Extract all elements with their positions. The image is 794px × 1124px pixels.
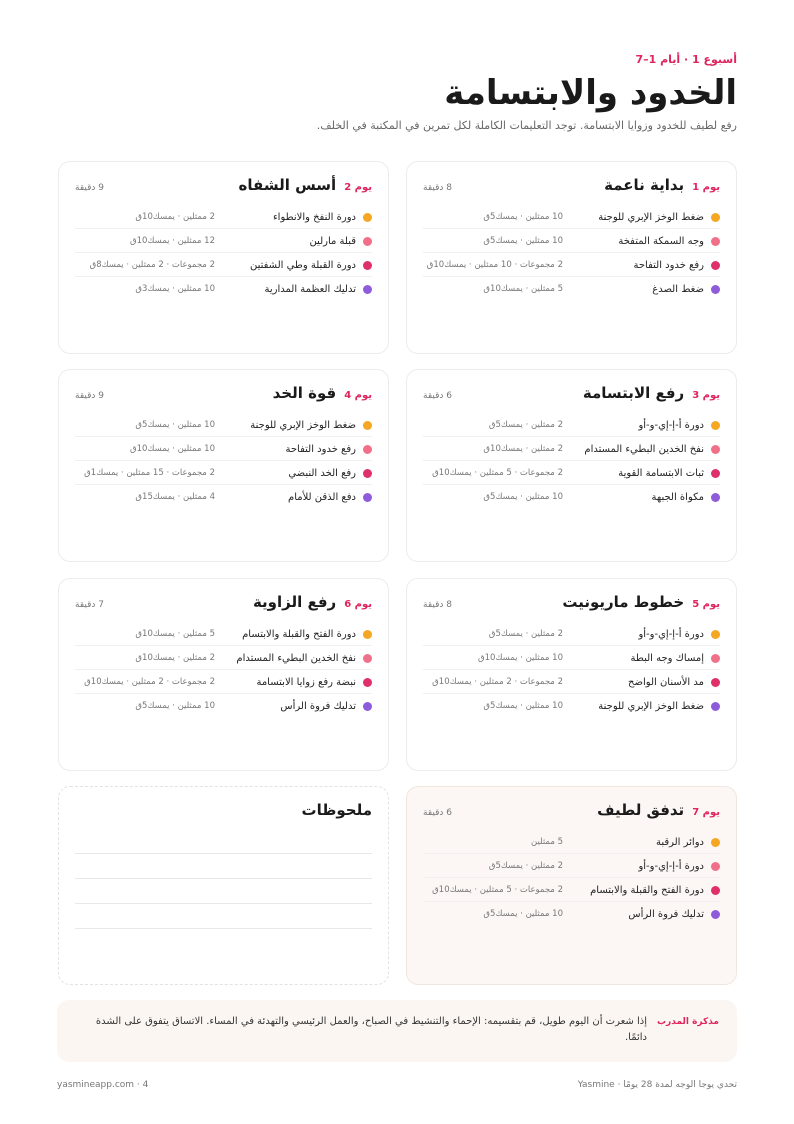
exercise-row [423,230,720,253]
exercise-meta: 2 ممثلين · يمسك10ق [135,653,215,663]
purple-dot-icon [711,493,720,502]
exercise-meta: 10 ممثلين · يمسك10ق [130,444,215,454]
exercise-row [423,647,720,670]
exercise-name: ضغط الوخز الإبري للوجنة [598,211,704,223]
exercise-name: نبضة رفع زوايا الابتسامة [256,676,356,688]
purple-dot-icon [711,910,720,919]
day-label: يوم 5 [692,599,720,610]
exercise-meta: 10 ممثلين · يمسك5ق [483,236,563,246]
exercise-list [423,623,720,717]
day-label: يوم 4 [344,390,372,401]
exercise-meta: 2 مجموعات · 2 ممثلين · يمسك10ق [84,677,215,687]
exercise-row [423,486,720,508]
day-card-4 [58,369,389,562]
day-duration: 9 دقيقة [75,183,104,193]
exercise-row [423,462,720,485]
exercise-meta: 10 ممثلين · يمسك5ق [135,701,215,711]
day-card-7 [406,786,737,985]
pink-dot-icon [711,654,720,663]
orange-dot-icon [711,838,720,847]
exercise-list [423,831,720,925]
pink-dot-icon [363,654,372,663]
purple-dot-icon [711,285,720,294]
footer-title: تحدي يوجا الوجه لمدة 28 يومًا · Yasmine [577,1080,737,1090]
exercise-name: تدليك فروة الرأس [628,908,704,920]
exercise-name: دوائر الرقبة [655,836,704,848]
exercise-name: مد الأسنان الواضح [628,676,704,688]
orange-dot-icon [711,421,720,430]
purple-dot-icon [711,702,720,711]
exercise-meta: 5 ممثلين [530,837,563,847]
exercise-list [423,206,720,300]
exercise-meta: 4 ممثلين · يمسك15ق [135,492,215,502]
day-duration: 6 دقيقة [423,391,452,401]
exercise-row [423,278,720,300]
orange-dot-icon [711,213,720,222]
footer-page: yasmineapp.com · 4 [57,1080,149,1090]
purple-dot-icon [363,285,372,294]
magenta-dot-icon [711,261,720,270]
notes-title: ملحوظات [301,801,372,819]
magenta-dot-icon [711,886,720,895]
note-line [75,853,372,854]
exercise-name: دورة الفتح والقبلة والابتسام [590,884,704,896]
day-duration: 7 دقيقة [75,600,104,610]
exercise-row [75,438,372,461]
magenta-dot-icon [363,678,372,687]
orange-dot-icon [363,630,372,639]
exercise-name: مكواة الجبهة [651,491,704,503]
exercise-row [423,695,720,717]
magenta-dot-icon [711,678,720,687]
exercise-name: وجه السمكة المتفخة [618,235,704,247]
exercise-name: تدليك العظمة المدارية [264,283,356,295]
exercise-meta: 10 ممثلين · يمسك5ق [483,492,563,502]
exercise-meta: 2 ممثلين · يمسك10ق [483,444,563,454]
exercise-row [75,230,372,253]
exercise-meta: 10 ممثلين · يمسك5ق [483,212,563,222]
magenta-dot-icon [711,469,720,478]
exercise-row [75,695,372,717]
day-title: بداية ناعمة [604,176,685,194]
exercise-meta: 2 مجموعات · 15 ممثلين · يمسك1ق [84,468,215,478]
exercise-row [423,831,720,854]
purple-dot-icon [363,702,372,711]
exercise-meta: 2 ممثلين · يمسك5ق [488,420,563,430]
exercise-name: دورة أ-إ-إي-و-أو [638,628,704,640]
day-label: يوم 6 [344,599,372,610]
exercise-row [75,278,372,300]
exercise-name: ضغط الوخز الإبري للوجنة [250,419,356,431]
day-card-6 [58,578,389,771]
exercise-meta: 10 ممثلين · يمسك5ق [483,701,563,711]
exercise-name: دورة النفخ والانطواء [272,211,356,223]
page-title: الخدود والابتسامة [444,73,737,113]
exercise-name: إمساك وجه البطة [630,652,704,664]
day-label: يوم 2 [344,182,372,193]
exercise-row [75,671,372,694]
day-label: يوم 7 [692,807,720,818]
note-line [75,878,372,879]
exercise-name: رفع خدود التفاحة [633,259,704,271]
day-duration: 9 دقيقة [75,391,104,401]
pink-dot-icon [363,445,372,454]
exercise-row [423,879,720,902]
exercise-name: نفخ الخدين البطيء المستدام [236,652,356,664]
exercise-row [423,254,720,277]
exercise-meta: 2 مجموعات · 5 ممثلين · يمسك10ق [432,468,563,478]
day-card-3 [406,369,737,562]
orange-dot-icon [711,630,720,639]
exercise-row [75,647,372,670]
exercise-name: ضغط الصدغ [652,283,704,295]
exercise-row [423,414,720,437]
exercise-meta: 2 مجموعات · 5 ممثلين · يمسك10ق [432,885,563,895]
exercise-row [423,855,720,878]
note-line [75,928,372,929]
exercise-meta: 2 مجموعات · 10 ممثلين · يمسك10ق [426,260,563,270]
day-title: رفع الزاوية [252,593,337,611]
page-subtitle: رفع لطيف للخدود وزوايا الابتسامة. توجد التعليمات الكاملة لكل تمرين في المكتبة في الخلف. [316,119,737,132]
day-title: خطوط ماريونيت [562,593,685,611]
day-card-2 [58,161,389,354]
exercise-meta: 2 ممثلين · يمسك5ق [488,629,563,639]
exercise-row [75,486,372,508]
exercise-name: دورة القبلة وطي الشفتين [249,259,356,271]
day-title: رفع الابتسامة [582,384,685,402]
exercise-meta: 10 ممثلين · يمسك3ق [135,284,215,294]
exercise-row [75,623,372,646]
exercise-row [423,623,720,646]
exercise-row [423,903,720,925]
exercise-row [75,414,372,437]
exercise-list [75,414,372,508]
magenta-dot-icon [363,469,372,478]
exercise-meta: 10 ممثلين · يمسك10ق [478,653,563,663]
exercise-name: نفخ الخدين البطيء المستدام [584,443,704,455]
day-duration: 6 دقيقة [423,808,452,818]
exercise-name: دورة الفتح والقبلة والابتسام [242,628,356,640]
day-title: قوة الخد [272,384,337,402]
note-line [75,903,372,904]
exercise-name: دورة أ-إ-إي-و-أو [638,419,704,431]
pink-dot-icon [363,237,372,246]
pink-dot-icon [711,862,720,871]
exercise-row [423,438,720,461]
exercise-meta: 2 ممثلين · يمسك10ق [135,212,215,222]
pink-dot-icon [711,237,720,246]
orange-dot-icon [363,213,372,222]
day-title: أسس الشفاه [238,176,337,194]
exercise-row [75,206,372,229]
exercise-name: دورة أ-إ-إي-و-أو [638,860,704,872]
day-card-5 [406,578,737,771]
coach-text: إذا شعرت أن اليوم طويل، قم بتقسيمه: الإحماء والتنشيط في الصباح، والعمل الرئيسي والتهدئة في المساء. الاتساق يتفوق على الشدة دائمًا. [95,1016,647,1043]
exercise-list [75,206,372,300]
exercise-meta: 5 ممثلين · يمسك10ق [135,629,215,639]
exercise-list [75,623,372,717]
exercise-name: ثبات الابتسامة القوية [618,467,704,479]
exercise-list [423,414,720,508]
exercise-name: دفع الذقن للأمام [288,491,356,503]
magenta-dot-icon [363,261,372,270]
day-title: تدفق لطيف [597,801,685,819]
day-label: يوم 3 [692,390,720,401]
pink-dot-icon [711,445,720,454]
exercise-name: ضغط الوخز الإبري للوجنة [598,700,704,712]
coach-label: مذكرة المدرب [657,1017,719,1027]
day-duration: 8 دقيقة [423,183,452,193]
exercise-name: قبلة مارلين [309,235,356,247]
exercise-name: رفع خدود التفاحة [285,443,356,455]
exercise-meta: 5 ممثلين · يمسك10ق [483,284,563,294]
exercise-row [423,671,720,694]
coach-memo [57,1000,737,1062]
day-label: يوم 1 [692,182,720,193]
exercise-name: تدليك فروة الرأس [280,700,356,712]
day-duration: 8 دقيقة [423,600,452,610]
notes-card [58,786,389,985]
purple-dot-icon [363,493,372,502]
exercise-name: رفع الخد النبضي [288,467,356,479]
exercise-meta: 2 مجموعات · 2 ممثلين · يمسك8ق [89,260,215,270]
day-card-1 [406,161,737,354]
exercise-meta: 2 ممثلين · يمسك5ق [488,861,563,871]
exercise-meta: 12 ممثلين · يمسك10ق [130,236,215,246]
exercise-meta: 10 ممثلين · يمسك5ق [135,420,215,430]
exercise-row [423,206,720,229]
exercise-meta: 10 ممثلين · يمسك5ق [483,909,563,919]
week-eyebrow: أسبوع 1 · أيام 1–7 [635,53,737,66]
exercise-row [75,462,372,485]
exercise-meta: 2 مجموعات · 2 ممثلين · يمسك10ق [432,677,563,687]
orange-dot-icon [363,421,372,430]
exercise-row [75,254,372,277]
